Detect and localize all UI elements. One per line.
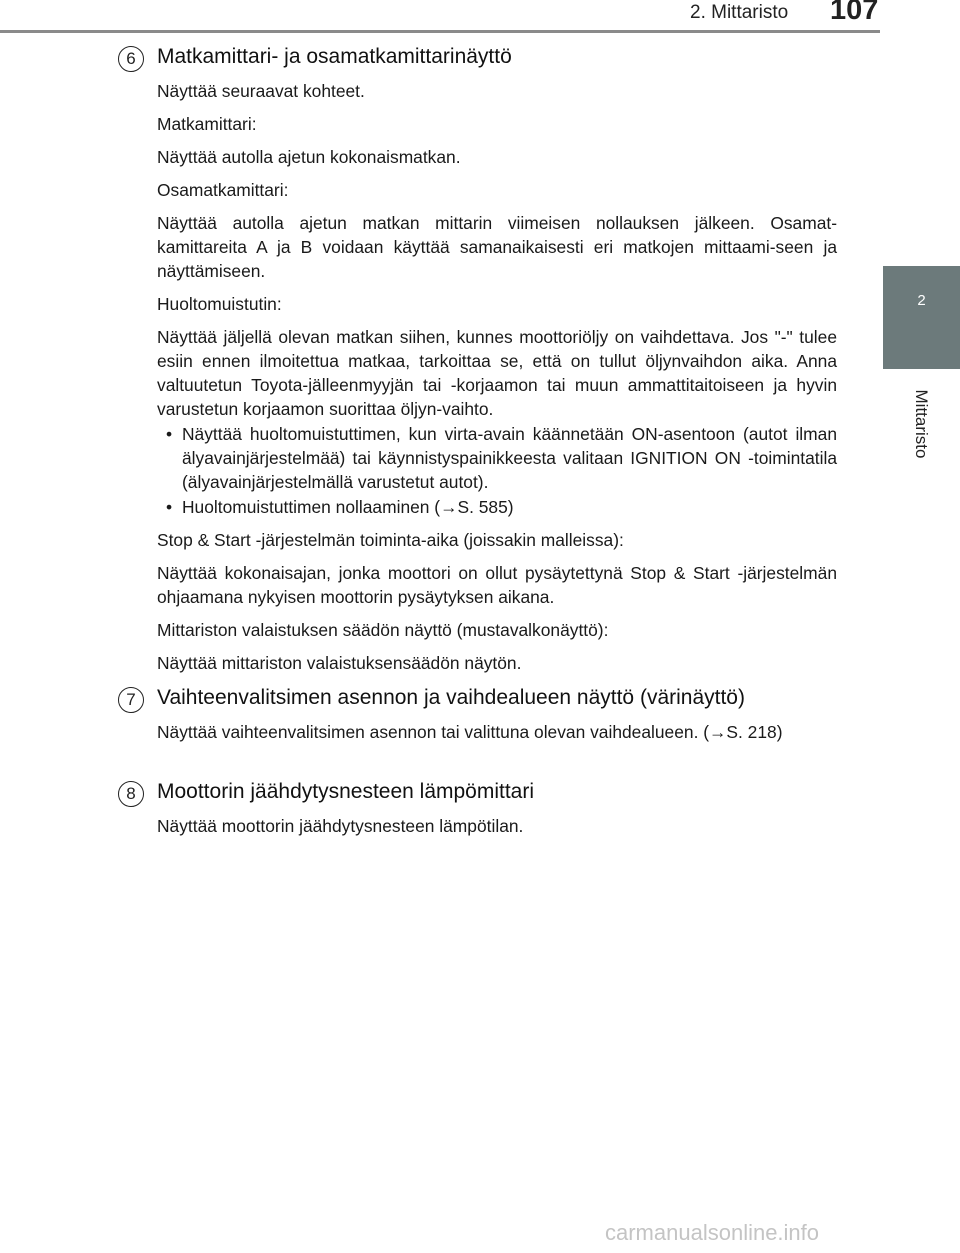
paragraph: Näyttää autolla ajetun matkan mittarin viimeisen nollauksen jälkeen. Osamat-kamittareita A ja B voidaan käyttää samanaikaisesti eri matkojen mittaami-seen ja näyttämiseen.	[157, 213, 837, 281]
section-title: Moottorin jäähdytysnesteen lämpömittari	[157, 780, 535, 803]
paragraph: Näyttää autolla ajetun kokonaismatkan.	[157, 147, 461, 167]
bullet-text: Näyttää huoltomuistuttimen, kun virta-avain käännetään ON-asentoon (autot ilman älyavainjärjestelmää) tai käynnistyspainikkeesta valitaan IGNITION ON -toimintatila (älyavainjärjestelmällä varustetut autot).	[182, 424, 837, 492]
paragraph: Näyttää mittariston valaistuksensäädön näytön.	[157, 653, 522, 673]
chapter-tab-number: 2	[917, 292, 926, 309]
paragraph: Näyttää kokonaisajan, jonka moottori on ollut pysäytettynä Stop & Start -järjestelmän ohjaamana nykyisen moottorin pysäytyksen aikana.	[157, 563, 837, 607]
bullet-item	[157, 422, 837, 494]
paragraph: Näyttää seuraavat kohteet.	[157, 81, 365, 101]
paragraph: Huoltomuistutin:	[157, 294, 282, 314]
section-title: Vaihteenvalitsimen asennon ja vaihdealueen näyttö (värinäyttö)	[157, 686, 745, 709]
section-number-badge: 8	[118, 781, 144, 807]
section-number-badge: 6	[118, 46, 144, 72]
bullet-icon: •	[166, 497, 173, 517]
section-7	[118, 686, 858, 753]
section-title: Matkamittari- ja osamatkamittarinäyttö	[157, 45, 512, 68]
page-number: 107	[830, 0, 879, 26]
bullet-icon: •	[166, 424, 173, 444]
bullet-item	[157, 495, 837, 519]
watermark: carmanualsonline.info	[605, 1220, 820, 1245]
bullet-text: Huoltomuistuttimen nollaaminen (→S. 585)	[182, 497, 514, 517]
chapter-tab-label: Mittaristo	[912, 389, 931, 459]
paragraph: Osamatkamittari:	[157, 180, 289, 200]
chapter-title: 2. Mittaristo	[690, 2, 789, 23]
section-6	[118, 45, 858, 684]
paragraph: Näyttää vaihteenvalitsimen asennon tai valittuna olevan vaihdealueen. (→S. 218)	[157, 722, 783, 742]
paragraph: Matkamittari:	[157, 114, 257, 134]
paragraph: Näyttää moottorin jäähdytysnesteen lämpötilan.	[157, 816, 524, 836]
paragraph: Stop & Start -järjestelmän toiminta-aika (joissakin malleissa):	[157, 530, 624, 550]
chapter-tab	[883, 266, 960, 369]
header-divider	[0, 30, 880, 33]
section-number-badge: 7	[118, 687, 144, 713]
paragraph: Näyttää jäljellä olevan matkan siihen, kunnes moottoriöljy on vaihdettava. Jos "-" tulee esiin ennen ilmoitettua matkaa, tarkoittaa se, että on tullut öljynvaihdon aika. Anna valtuutetun Toyota-jälleenmyyjän tai -korjaamon tai muun ammattitaitoiseen ja hyvin varustetun korjaamon suorittaa öljyn-vaihto.	[157, 327, 837, 419]
section-8	[118, 780, 858, 847]
paragraph: Mittariston valaistuksen säädön näyttö (mustavalkonäyttö):	[157, 620, 609, 640]
